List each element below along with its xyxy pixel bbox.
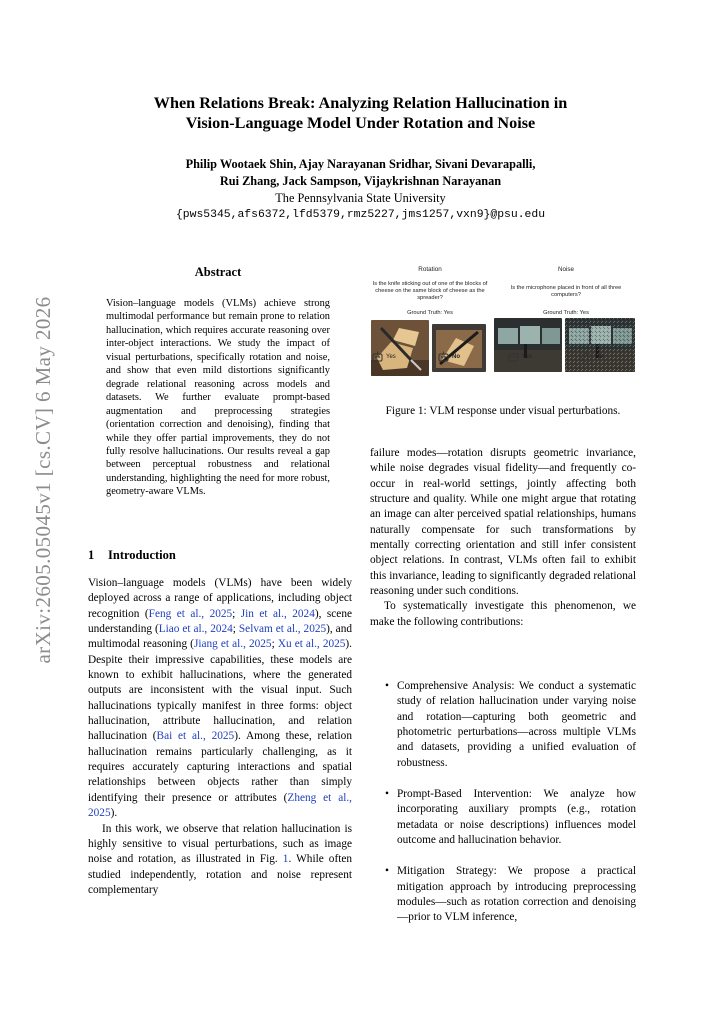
photo-cheese-original xyxy=(371,320,429,376)
abstract-text: Vision–language models (VLMs) achieve strong multimodal performance but remain prone to relation hallucination, which requires accurate reasoning over inter-object interactions. We study the impact of visual perturbations, specifically rotation and noise, and show that even mild distortions significantly degrade relational reasoning across models and datasets. We further evaluate prompt-based augmentation and preprocessing strategies (orientation correction and denoising), finding that while they offer partial improvements, they do not fully resolve hallucinations. Our results reveal a gap between perceptual robustness and relational understanding, highlighting the need for more robust, geometry-aware VLMs. xyxy=(106,298,330,498)
bullet-icon: • xyxy=(385,680,389,692)
intro-paragraph-4: To systematically investigate this phenomenon, we make the following contributions: xyxy=(370,600,636,628)
rotation-question: Is the knife sticking out of one of the blocks of cheese on the same block of cheese as the spreader? xyxy=(372,281,488,302)
answer-text: Yes xyxy=(386,353,396,360)
contribution-item: • Prompt-Based Intervention: We analyze how incorporating auxiliary prompts (e.g., rotation metadata or noise descriptions) influences model outcome and hallucination behavior. xyxy=(385,788,636,847)
citation-link[interactable]: Feng et al., 2025 xyxy=(148,607,233,620)
citation-link[interactable]: Bai et al., 2025 xyxy=(156,730,235,743)
rotation-ground-truth: Ground Truth: Yes xyxy=(407,310,453,316)
citation-link[interactable]: Xu et al., 2025 xyxy=(277,638,346,651)
citation-link[interactable]: Jin et al., 2024 xyxy=(240,607,315,620)
figure-1 xyxy=(370,262,638,372)
robot-icon xyxy=(581,351,592,362)
intro-paragraph-1: Vision–language models (VLMs) have been widely deployed across a range of applications, including object recognition (Feng et al., 2025; Jin et al., 2024), scene understanding (Liao et al., 2024; Selvam et al., 2025), and multimodal reasoning (Jiang et al., 2025; Xu et al., 2025). Despite their impressive capabilities, these models are known to exhibit hallucinations, where the generated outputs are inconsistent with the visual input. Such hallucinations typically manifest in three forms: object hallucination, attribute hallucination, and relation hallucination (Bai et al., 2025). Among these, relation hallucination remains particularly challenging, as it requires accurately capturing interactions and spatial relationships between objects rather than simply identifying their presence or attributes (Zheng et al., 2025). xyxy=(88,577,353,820)
robot-icon xyxy=(438,351,449,362)
author-emails: {pws5345,afs6372,lfd5379,rmz5227,jms1257,vxn9}@psu.edu xyxy=(175,209,546,221)
noise-question: Is the microphone placed in front of all three computers? xyxy=(510,285,622,299)
right-column-body xyxy=(370,446,636,630)
left-column-body xyxy=(88,576,352,898)
noise-ground-truth: Ground Truth: Yes xyxy=(543,310,589,316)
citation-link[interactable]: Selvam et al., 2025 xyxy=(238,623,327,636)
robot-icon xyxy=(508,351,519,362)
contribution-item: • Comprehensive Analysis: We conduct a systematic study of relation hallucination under varying noise and rotation—capturing both geometric and photometric perturbations—across multiple VLMs and datasets, providing a unified evaluation of robustness. xyxy=(385,680,636,769)
figure-1-caption: Figure 1: VLM response under visual perturbations. xyxy=(385,405,621,417)
citation-link[interactable]: Liao et al., 2024 xyxy=(158,623,233,636)
abstract-heading: Abstract xyxy=(194,265,242,279)
answer-noise-perturbed xyxy=(581,351,603,362)
contribution-item: • Mitigation Strategy: We propose a practical mitigation approach by introducing preprocessing modules—such as rotation correction and denoising—prior to VLM inference, xyxy=(385,865,636,924)
paper-title xyxy=(0,94,721,133)
photo-computers-noisy xyxy=(565,318,635,372)
answer-text: Yes xyxy=(522,353,532,360)
contribution-list xyxy=(385,679,636,942)
intro-paragraph-3: failure modes—rotation disrupts geometric invariance, while noise degrades visual fidelity—and frequently co-occur in real-world settings, jointly affecting both structure and quality. While one might argue that rotating an image can alter perceived spatial relationships, humans naturally compensate for such transformations by mentally correcting orientation and still infer consistent object relations. In contrast, VLMs often fail to exhibit this invariance, leading to significantly degraded relational reasoning under such conditions. xyxy=(370,447,636,598)
section-title: Introduction xyxy=(108,548,176,562)
noise-label: Noise xyxy=(557,266,575,273)
figure-reference-link[interactable]: 1 xyxy=(282,853,289,866)
author-list xyxy=(0,156,721,189)
bullet-icon: • xyxy=(385,788,389,801)
answer-rotation-perturbed xyxy=(438,351,460,362)
section-number: 1 xyxy=(88,548,95,562)
rotation-label: Rotation xyxy=(418,266,442,273)
intro-paragraph-2: In this work, we observe that relation hallucination is highly sensitive to visual perturbations, such as image noise and rotation, as illustrated in Fig. 1. While often studied independently, rotation and noise represent complementary xyxy=(88,822,353,896)
title-line-2: Vision-Language Model Under Rotation and Noise xyxy=(185,113,536,132)
arxiv-identifier: arXiv:2605.05045v1 [cs.CV] 6 May 2026 xyxy=(31,296,55,664)
photo-computers-original xyxy=(494,318,562,372)
authors-line-2: Rui Zhang, Jack Sampson, Vijaykrishnan Narayanan xyxy=(219,173,502,188)
robot-icon xyxy=(372,351,383,362)
authors-line-1: Philip Wootaek Shin, Ajay Narayanan Sridhar, Sivani Devarapalli, xyxy=(185,157,536,171)
title-line-1: When Relations Break: Analyzing Relation Hallucination in xyxy=(153,94,568,112)
bullet-icon: • xyxy=(385,865,389,878)
answer-noise-original xyxy=(508,351,532,362)
citation-link[interactable]: Jiang et al., 2025 xyxy=(193,638,272,651)
photo-cheese-rotated xyxy=(432,324,486,372)
answer-rotation-original xyxy=(372,351,396,362)
answer-text: No xyxy=(595,353,603,360)
affiliation: The Pennsylvania State University xyxy=(275,191,446,205)
answer-text: No xyxy=(452,353,460,360)
citation-link[interactable]: Zheng et al., 2025 xyxy=(88,791,353,820)
section-heading-introduction xyxy=(88,548,176,563)
